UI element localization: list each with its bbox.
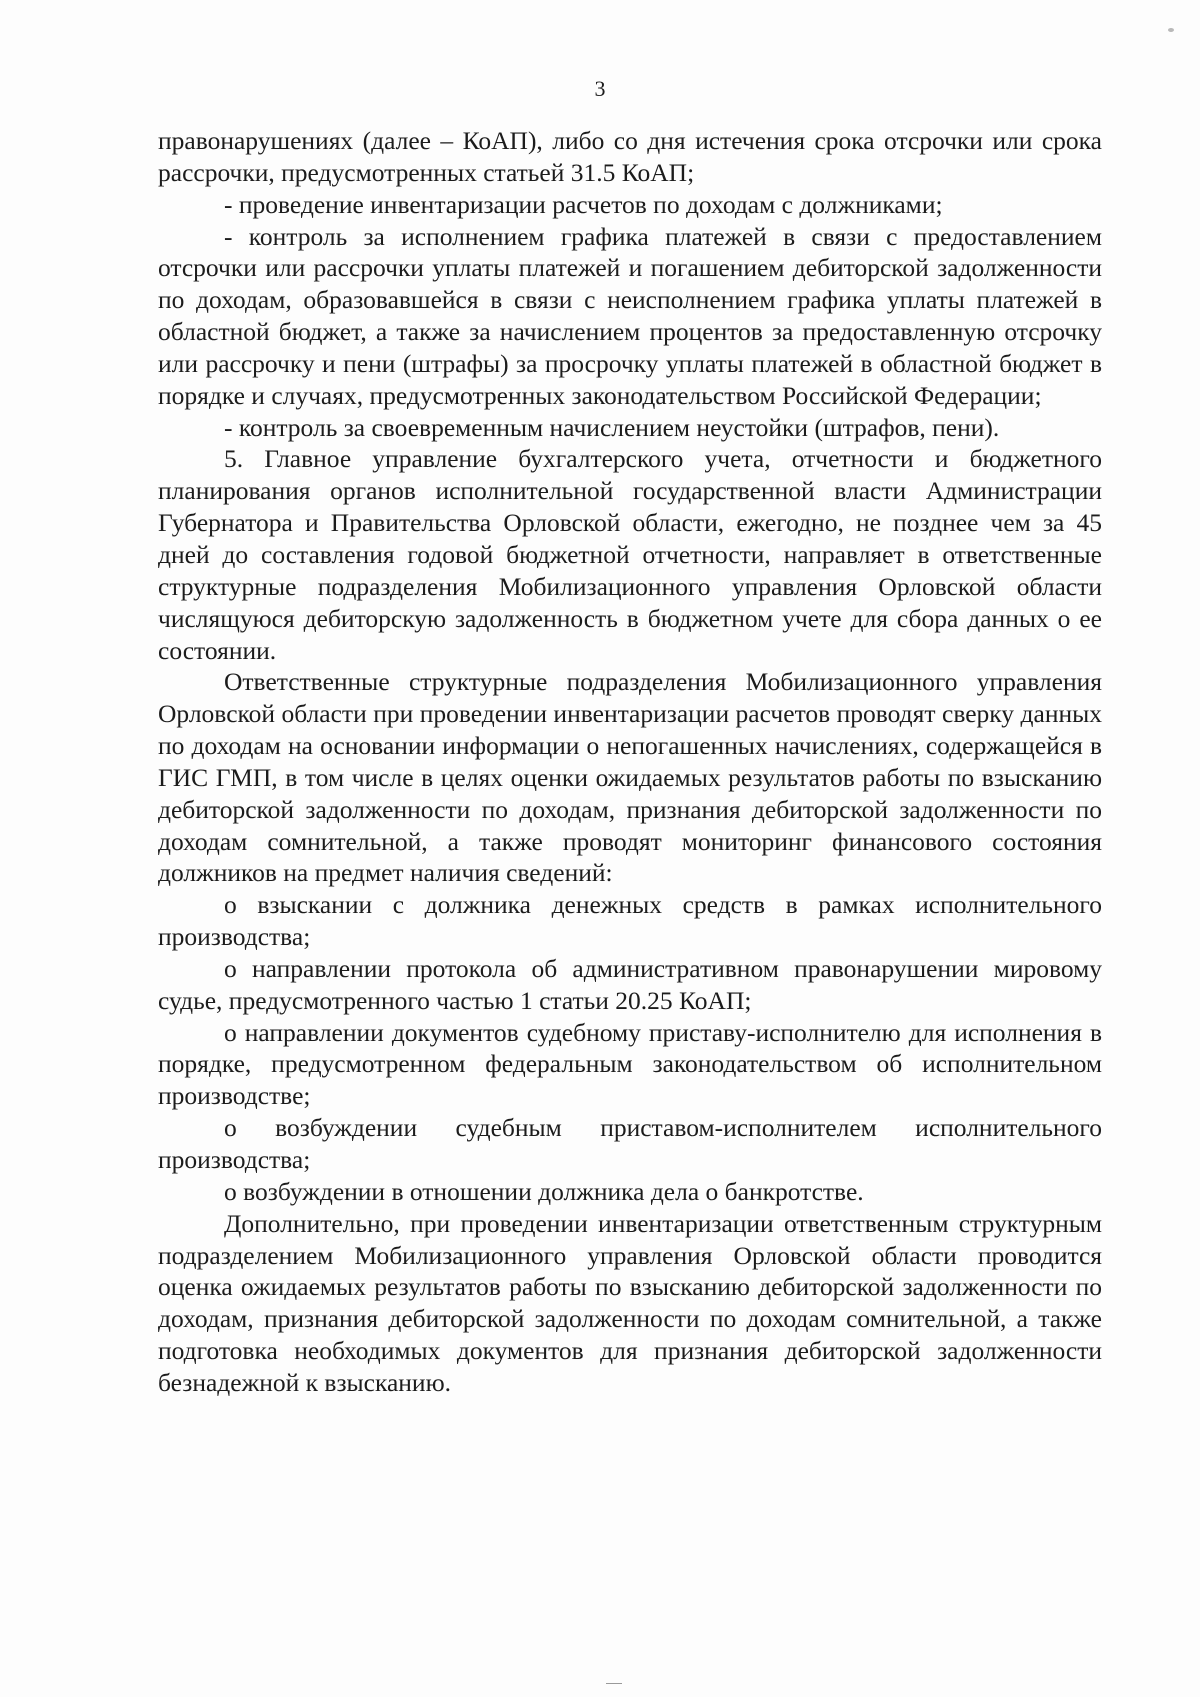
paragraph-additional-assessment: Дополнительно, при проведении инвентаризации ответственным структурным подразделением Мобилизационного управления Орловской области проводится оценка ожидаемых результатов работы по взысканию дебиторской задолженности по доходам, признания дебиторской задолженности по доходам сомнительной, а также подготовка необходимых документов для признания дебиторской задолженности безнадежной к взысканию.: [158, 1208, 1102, 1397]
list-item-bankruptcy: о возбуждении в отношении должника дела о банкротстве.: [224, 1176, 864, 1206]
list-item-payment-schedule-control: - контроль за исполнением графика платежей в связи с предоставлением отсрочки или рассрочки уплаты платежей и погашением дебиторской задолженности по доходам, образовавшейся в связи с неисполнением графика уплаты платежей в областной бюджет, а также за начислением процентов за предоставленную отсрочку или рассрочку и пени (штрафы) за просрочку уплаты платежей в областной бюджет в порядке и случаях, предусмотренных законодательством Российской Федерации;: [158, 221, 1102, 410]
page-number: 3: [594, 76, 606, 101]
list-item-enforcement-initiated: о возбуждении судебным приставом-исполнителем исполнительного производства;: [158, 1113, 1102, 1174]
paragraph-responsible-units: Ответственные структурные подразделения Мобилизационного управления Орловской области при проведении инвентаризации расчетов проводят сверку данных по доходам на основании информации о непогашенных начислениях, содержащейся в ГИС ГМП, в том числе в целях оценки ожидаемых результатов работы по взысканию дебиторской задолженности по доходам, признания дебиторской задолженности по доходам сомнительной, а также проводят мониторинг финансового состояния должников на предмет наличия сведений:: [158, 667, 1102, 888]
scan-artifact-speck: [1168, 28, 1174, 32]
list-item-enforcement-recovery: о взыскании с должника денежных средств в рамках исполнительного производства;: [158, 890, 1102, 952]
paragraph-section-5: 5. Главное управление бухгалтерского учета, отчетности и бюджетного планирования органов исполнительной государственной власти Администрации Губернатора и Правительства Орловской области, ежегодно, не позднее чем за 45 дней до составления годовой бюджетной отчетности, направляет в ответственные структурные подразделения Мобилизационного управления Орловской области числящуюся дебиторскую задолженность в бюджетном учете для сбора данных о ее состоянии.: [158, 444, 1102, 665]
list-item-inventory: - проведение инвентаризации расчетов по доходам с должниками;: [224, 189, 943, 219]
list-item-documents-to-bailiff: о направлении документов судебному приставу-исполнителю для исполнения в порядке, предусмотренном федеральным законодательством об исполнительном производстве;: [158, 1017, 1102, 1111]
list-item-protocol-to-judge: о направлении протокола об административном правонарушении мировому судье, предусмотренного частью 1 статьи 20.25 КоАП;: [158, 953, 1102, 1015]
scan-artifact-mark: [606, 1683, 622, 1684]
document-body: [158, 125, 1102, 1399]
paragraph-continuation: правонарушениях (далее – КоАП), либо со дня истечения срока отсрочки или срока рассрочки, предусмотренных статьей 31.5 КоАП;: [158, 126, 1102, 187]
list-item-penalty-control: - контроль за своевременным начислением неустойки (штрафов, пени).: [224, 412, 1000, 442]
